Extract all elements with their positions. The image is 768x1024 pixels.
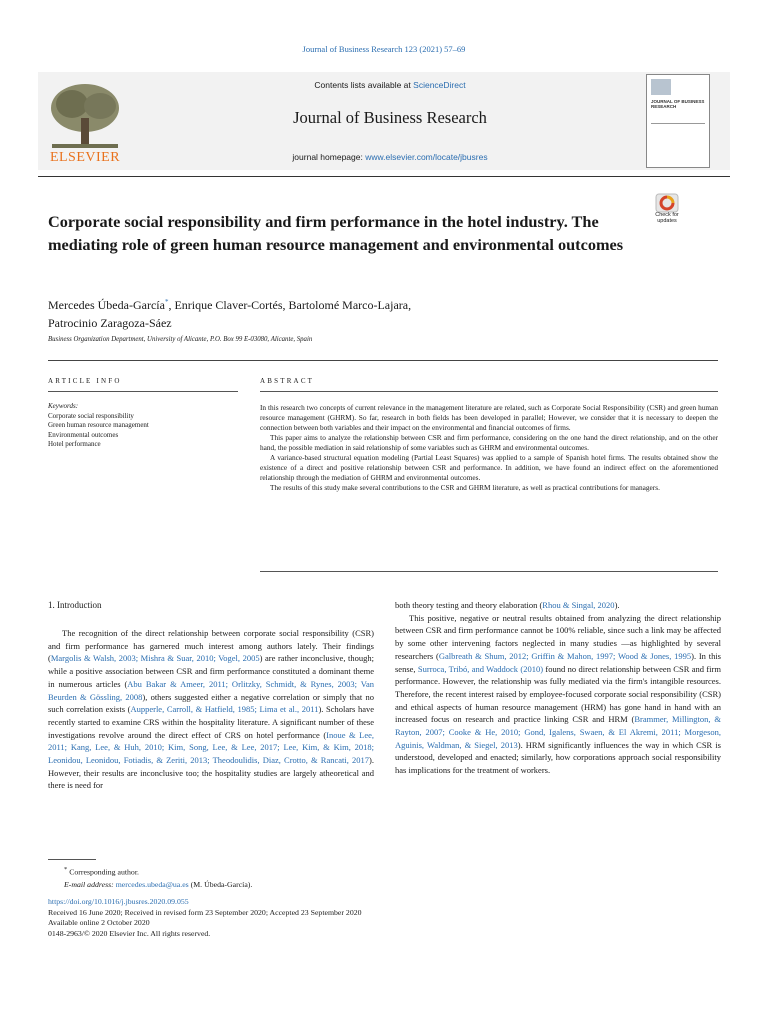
corresponding-mark[interactable]: * <box>164 298 169 306</box>
cover-lines <box>651 123 705 162</box>
abstract-rule-bottom <box>260 571 718 572</box>
abstract-paragraph: This paper aims to analyze the relationship between CSR and firm performance, considering on the one hand the direct relationship, and on the other hand, the possible mediation in said relationship of some variables such as GHRM and environmental outcomes. <box>260 433 718 452</box>
keyword-item: Hotel performance <box>48 440 101 449</box>
last-author: Patrocinio Zaragoza-Sáez <box>48 316 172 330</box>
text-run: both theory testing and theory elaboration ( <box>395 600 543 610</box>
abstract-paragraph: In this research two concepts of current relevance in the management literature are related, such as Corporate Social Responsibility (CSR) and green human resource management (GHRM). So far, research in both fields has been developed in parallel; However, we consider that it is necessary to deepen the connection between both variables and their impact on the environmental and financial outcomes of firms. <box>260 403 718 432</box>
text-run: The recognition of the direct relationship between corporate social responsibility (CSR) and firm performance has garnered much interest among authors lately. Their findings ( <box>48 628 374 664</box>
text-run: ). However, their results are inconclusive too; the hospitality studies are largely atheoretical and there is need for <box>48 755 374 791</box>
citation-link[interactable]: Rhou & Singal, 2020 <box>542 600 615 610</box>
intro-paragraph <box>395 612 721 777</box>
citation-link[interactable]: Margolis & Walsh, 2003; Mishra & Suar, 2010; Vogel, 2005 <box>50 653 260 664</box>
keyword-item: Environmental outcomes <box>48 430 119 439</box>
citation-link[interactable]: Surroca, Tribó, and Waddock (2010) <box>417 663 544 674</box>
left-column <box>48 627 374 792</box>
text-run: ), others suggested either a negative correlation or simply that no such correlation exists ( <box>48 691 374 715</box>
homepage-prefix: journal homepage: <box>292 152 363 162</box>
journal-title: Journal of Business Research <box>293 108 487 127</box>
article-metadata <box>48 897 362 939</box>
info-rule-top <box>48 360 718 361</box>
citation-link[interactable]: Aupperle, Carroll, & Hatfield, 1985; Lima et al., 2011 <box>130 704 319 715</box>
available-online: Available online 2 October 2020 <box>48 918 150 927</box>
abstract-paragraph: The results of this study make several contributions to the CSR and GHRM literature, as well as practical contributions for managers. <box>270 483 660 492</box>
text-run: ). Scholars have recently started to examine CRS within the hospitality literature. A significant number of these investigations revolve around the direct effect of CRS on hotel performance ( <box>48 704 374 740</box>
citation-link[interactable]: Galbreath & Shum, 2012; Griffin & Mahon, 1997; Wood & Jones, 1995 <box>438 650 692 661</box>
affiliation: Business Organization Department, University of Alicante, P.O. Box 99 E-03080, Alicante, Spain <box>48 336 313 343</box>
section-heading-introduction: 1. Introduction <box>48 600 102 610</box>
text-run: ). HRM significantly influences the way in which CSR is understood, developed and enacted; similarly, how corporations approach social responsibility has implications for the treatment of workers. <box>395 739 721 776</box>
corresponding-footnote <box>64 864 252 879</box>
citation-link[interactable]: Brammer, Millington, & Rayton, 2007; Cooke & He, 2010; Gond, Igalens, Swaen, & El Akremi, 2011; Morgeson, Aguinis, Waldman, & Siegel, 2013 <box>395 714 721 750</box>
contents-prefix: Contents lists available at <box>314 80 411 90</box>
homepage-line <box>140 152 640 162</box>
homepage-link[interactable]: www.elsevier.com/locate/jbusres <box>365 152 488 162</box>
citation-link[interactable]: Inoue & Lee, 2011; Kang, Lee, & Huh, 2010; Kim, Song, Lee, & Lee, 2017; Lee, Kim, & Kim, 2018; Leonidou, Leonidou, Fotiadis, & Zeriti, 2013; Theodoulidis, Diaz, Crotto, & Rancati, 2017 <box>48 729 375 766</box>
contents-line <box>140 80 640 90</box>
journal-cover-thumbnail <box>646 74 710 168</box>
article-info-heading: ARTICLE INFO <box>48 377 122 385</box>
corresponding-label: Corresponding author. <box>69 867 139 877</box>
text-run: This positive, negative or neutral results obtained from analyzing the direct relationship between CSR and firm performance cannot be 100% reliable, since such a link may be affected by some other intervening factors neglected in many studies —as highlighted by several researchers ( <box>395 612 721 661</box>
other-authors: , Enrique Claver-Cortés, Bartolomé Marco-Lajara, <box>168 298 412 312</box>
cover-title: JOURNAL OF BUSINESS RESEARCH <box>651 99 705 109</box>
keywords-label: Keywords: <box>48 402 79 410</box>
received-dates: Received 16 June 2020; Received in revised form 23 September 2020; Accepted 23 September 2020 <box>48 907 362 917</box>
right-column <box>395 599 721 777</box>
keyword-item: Corporate social responsibility <box>48 411 134 420</box>
text-run: ). In this sense, <box>395 650 721 674</box>
masthead-rule <box>38 176 730 177</box>
intro-paragraph-continued <box>395 599 721 612</box>
email-link[interactable]: mercedes.ubeda@ua.es <box>115 879 189 889</box>
intro-paragraph <box>48 627 374 792</box>
footnote-rule <box>48 859 96 860</box>
abstract-paragraph: A variance-based structural equation modeling (Partial Least Squares) was applied to a sample of Spanish hotel firms. The results obtained show the existence of a direct and positive relationship between CSR and performance. In addition, we have found an indirect effect on the aforementioned relationship through the mediation of GHRM and environmental outcomes. <box>260 453 718 482</box>
article-title: Corporate social responsibility and firm performance in the hotel industry. The mediating role of green human resource management and environmental outcomes <box>48 212 624 254</box>
abstract-heading: ABSTRACT <box>260 377 315 385</box>
copyright: 0148-2963/© 2020 Elsevier Inc. All rights reserved. <box>48 928 211 938</box>
journal-reference[interactable]: Journal of Business Research 123 (2021) 57–69 <box>302 44 466 54</box>
first-author[interactable]: Mercedes Úbeda-García <box>48 298 165 312</box>
email-footnote <box>64 879 252 891</box>
text-run: ) are rather inconclusive, though; while a positive association between CSR and firm performance constituted a dominant theme in numerous articles ( <box>48 653 374 689</box>
abstract-body <box>260 403 718 493</box>
author-list <box>48 293 568 332</box>
keyword-item: Green human resource management <box>48 421 149 430</box>
check-for-updates-label[interactable]: Check for updates <box>655 212 679 224</box>
citation-link[interactable]: Abu Bakar & Ameer, 2011; Orlitzky, Schmidt, & Rynes, 2003; Van Beurden & Gössling, 2008 <box>48 678 374 702</box>
email-label: E-mail address: <box>64 879 114 889</box>
sciencedirect-link[interactable]: ScienceDirect <box>413 80 466 90</box>
abstract-rule-top <box>260 391 718 392</box>
footnote-mark: * <box>64 866 68 873</box>
keywords-block <box>48 402 238 450</box>
cover-graphic <box>651 79 671 95</box>
text-run: found no direct relationship between CSR and firm performance. However, the relationship was fully mediated via the firm's intangible resources. Therefore, the recent interest raised by employee-focused corporate social responsibility (CSR) and ethical aspects of human resource management (HRM) has gone hand in hand with an increased focus on research and practice linking CSR and HRM ( <box>395 663 721 725</box>
footnotes <box>64 864 252 891</box>
email-owner: (M. Úbeda-García). <box>190 879 253 889</box>
doi-link[interactable]: https://doi.org/10.1016/j.jbusres.2020.09.055 <box>48 897 189 906</box>
text-run: ). <box>614 600 620 610</box>
article-info-rule <box>48 391 238 392</box>
elsevier-wordmark: ELSEVIER <box>49 150 121 165</box>
